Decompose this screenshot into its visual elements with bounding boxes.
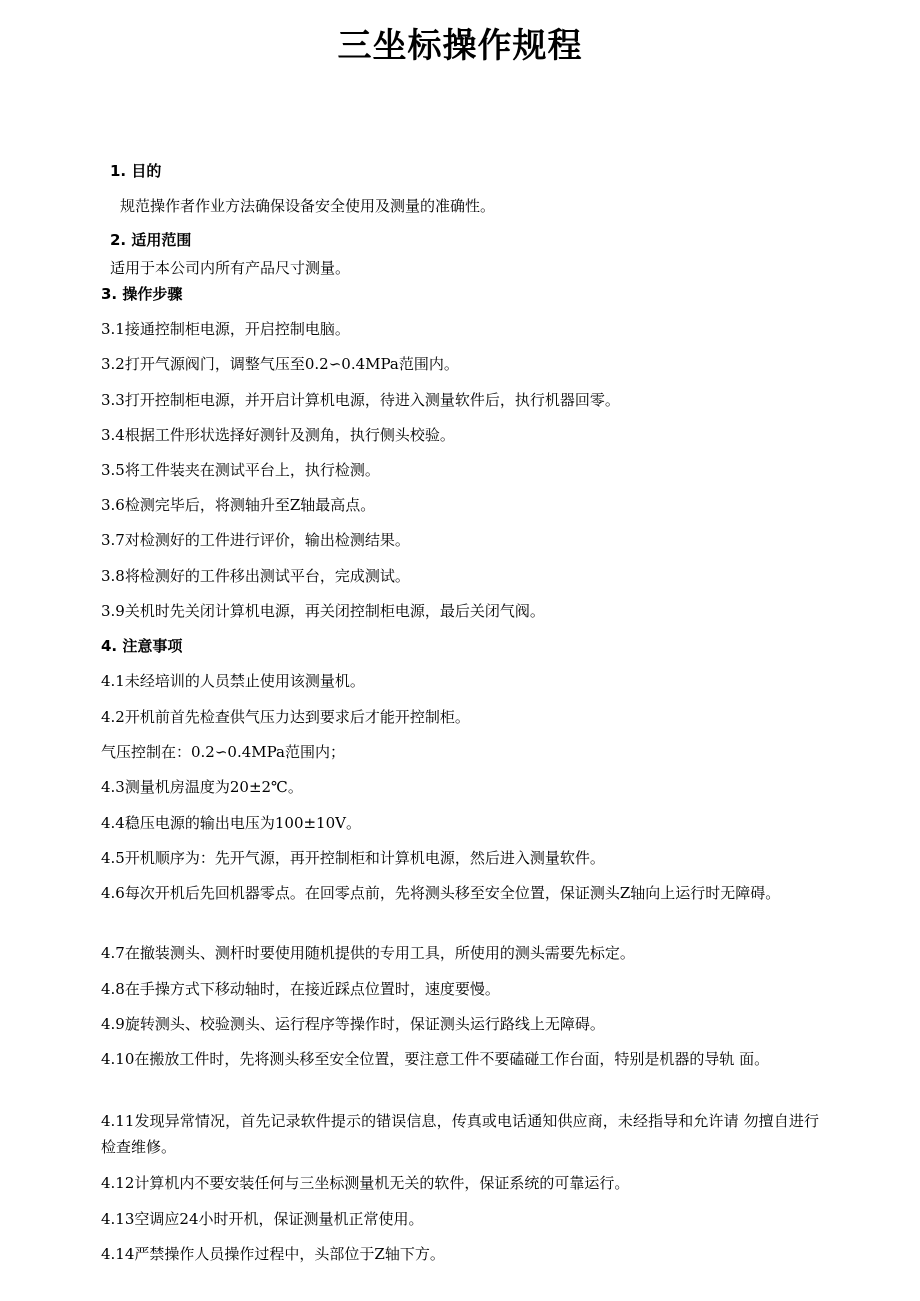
note-item: 4.1未经培训的人员禁止使用该测量机。 [101,672,365,690]
note-item: 4.10在搬放工件时，先将测头移至安全位置，要注意工件不要磕碰工作台面，特别是机器的导轨 面。 [101,1050,770,1068]
step-item: 3.7对检测好的工件进行评价，输出检测结果。 [101,531,410,549]
note-item: 4.8在手操方式下移动轴时，在接近踩点位置时，速度要慢。 [101,980,500,998]
step-item: 3.3打开控制柜电源，并开启计算机电源，待进入测量软件后，执行机器回零。 [101,391,620,409]
note-item: 4.13空调应24小时开机，保证测量机正常使用。 [101,1210,424,1228]
note-item: 4.4稳压电源的输出电压为100±10V。 [101,814,361,832]
note-item: 4.7在撤装测头、测杆时要使用随机提供的专用工具，所使用的测头需要先标定。 [101,944,635,962]
note-item: 4.2开机前首先检查供气压力达到要求后才能开控制柜。 [101,708,470,726]
step-item: 3.1接通控制柜电源，开启控制电脑。 [101,320,350,338]
section-purpose-heading: 1. 目的 [110,162,162,180]
section-steps-heading: 3. 操作步骤 [101,285,183,303]
note-item: 4.3测量机房温度为20±2℃。 [101,778,303,796]
step-item: 3.6检测完毕后，将测轴升至Z轴最高点。 [101,496,376,514]
note-item: 4.6每次开机后先回机器零点。在回零点前，先将测头移至安全位置，保证测头Z轴向上运行时无障碍。 [101,884,781,902]
step-item: 3.8将检测好的工件移出测试平台，完成测试。 [101,567,410,585]
note-item: 4.5开机顺序为：先开气源，再开控制柜和计算机电源，然后进入测量软件。 [101,849,605,867]
step-item: 3.2打开气源阀门，调整气压至0.2∽0.4MPa范围内。 [101,355,459,373]
note-item: 4.12计算机内不要安装任何与三坐标测量机无关的软件，保证系统的可靠运行。 [101,1174,630,1192]
section-notes-heading: 4. 注意事项 [101,637,183,655]
step-item: 3.9关机时先关闭计算机电源，再关闭控制柜电源，最后关闭气阀。 [101,602,545,620]
note-item: 4.9旋转测头、校验测头、运行程序等操作时，保证测头运行路线上无障碍。 [101,1015,605,1033]
page-title: 三坐标操作规程 [337,26,583,66]
section-purpose-text: 规范操作者作业方法确保设备安全使用及测量的准确性。 [120,197,496,215]
step-item: 3.4根据工件形状选择好测针及测角，执行侧头校验。 [101,426,455,444]
section-scope-text: 适用于本公司内所有产品尺寸测量。 [110,259,351,277]
section-scope-heading: 2. 适用范围 [110,231,192,249]
note-item: 4.11发现异常情况，首先记录软件提示的错误信息，传真或电话通知供应商，未经指导和允许请 勿擅自进行检查维修。 [101,1112,819,1156]
step-item: 3.5将工件装夹在测试平台上，执行检测。 [101,461,380,479]
note-item: 4.14严禁操作人员操作过程中，头部位于Z轴下方。 [101,1245,445,1263]
note-item: 气压控制在：0.2∽0.4MPa范围内； [101,743,346,761]
